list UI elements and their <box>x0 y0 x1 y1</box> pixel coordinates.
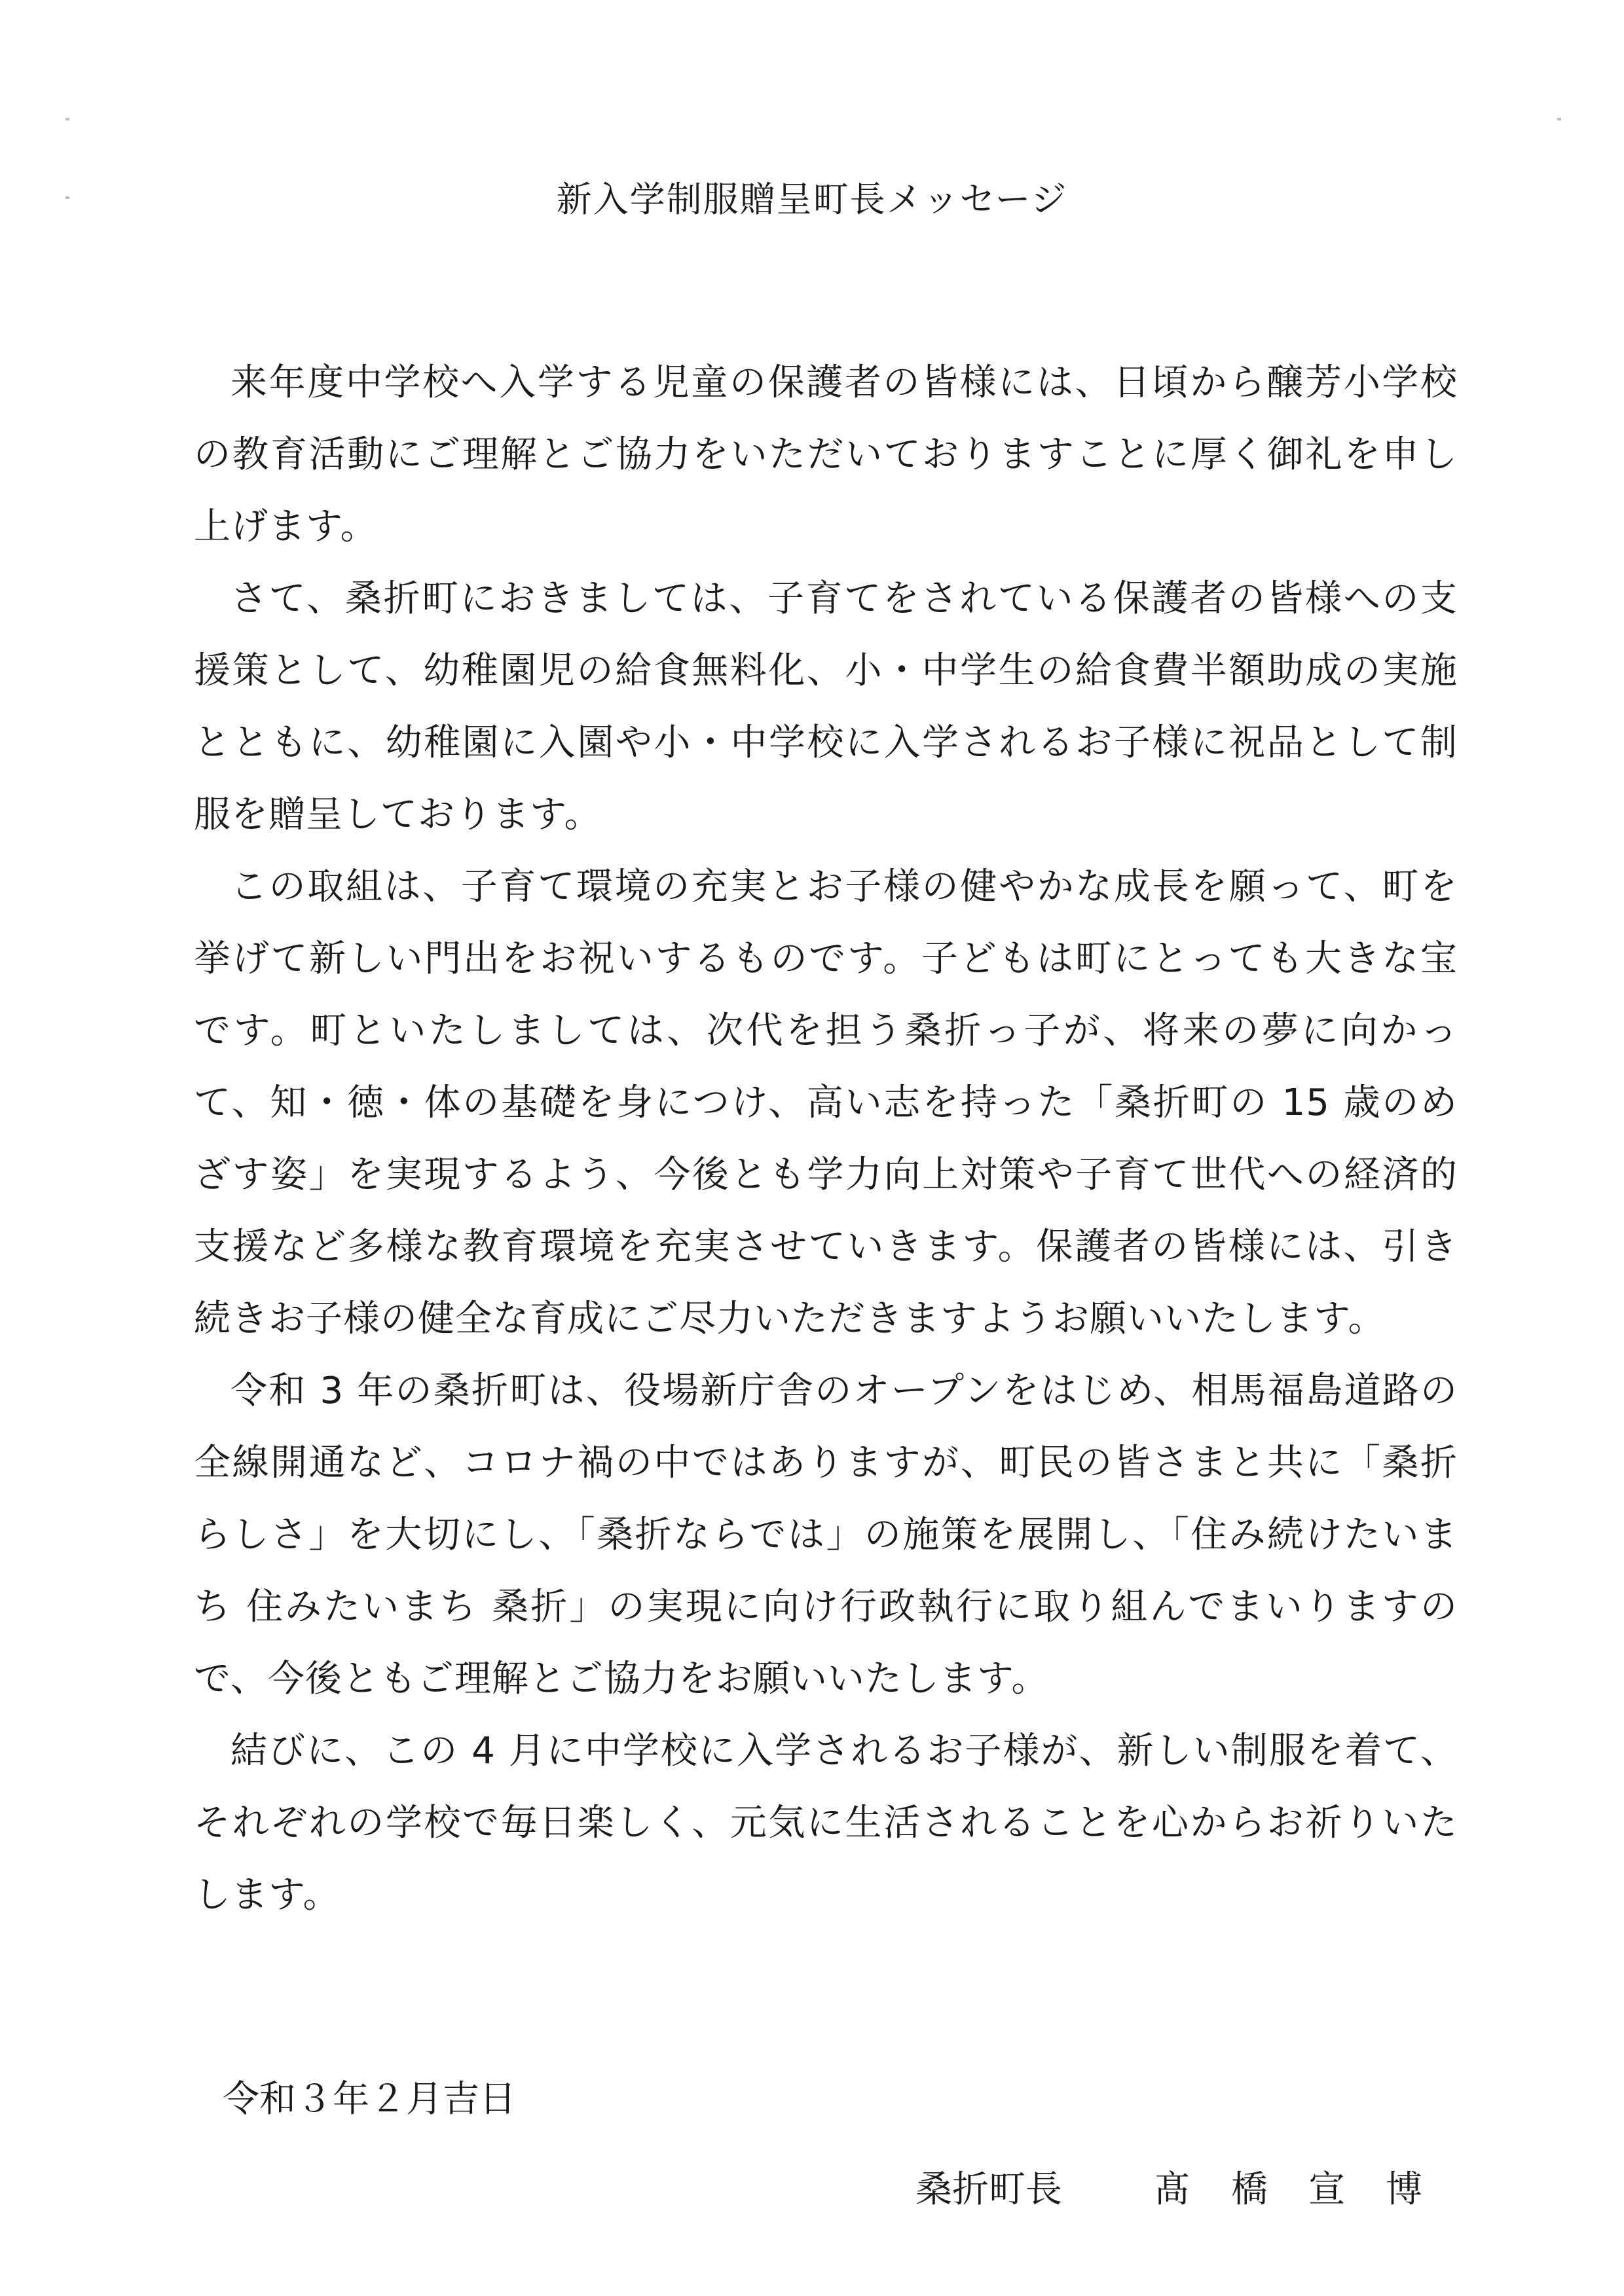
paragraph: 来年度中学校へ入学する児童の保護者の皆様には、日頃から醸芳小学校の教育活動にご理解とご協力をいただいておりますことに厚く御礼を申し上げます。 <box>194 361 1458 548</box>
scan-speck <box>1557 118 1561 120</box>
paragraph: 令和 3 年の桑折町は、役場新庁舎のオープンをはじめ、相馬福島道路の全線開通など、コロナ禍の中ではありますが、町民の皆さまと共に「桑折らしさ」を大切にし、「桑折ならでは」の施策を展開し、「住み続けたいまち 住みたいまち 桑折」の実現に向け行政執行に取り組んでまいりますので、今後ともご理解とご協力をお願いいたします。 <box>194 1370 1458 1700</box>
signature-name: 髙橋宣博 <box>1154 2168 1463 2211</box>
paragraph: この取組は、子育て環境の充実とお子様の健やかな成長を願って、町を挙げて新しい門出をお祝いするものです。子どもは町にとっても大きな宝です。町といたしましては、次代を担う桑折っ子が、将来の夢に向かって、知・徳・体の基礎を身につけ、高い志を持った「桑折町の 15 歳のめざす姿」を実現するよう、今後とも学力向上対策や子育て世代への経済的支援など多様な教育環境を充実させていきます。保護者の皆様には、引き続きお子様の健全な育成にご尽力いただきますようお願いいたします。 <box>194 866 1458 1340</box>
signature-title: 桑折町長 <box>915 2168 1062 2211</box>
paragraph: 結びに、この 4 月に中学校に入学されるお子様が、新しい制服を着て、それぞれの学校で毎日楽しく、元気に生活されることを心からお祈りいたします。 <box>194 1730 1458 1916</box>
document-title: 新入学制服贈呈町長メッセージ <box>556 179 1068 220</box>
scan-speck <box>65 118 69 120</box>
signature-block <box>915 2160 1463 2213</box>
paragraph: さて、桑折町におきましては、子育てをされている保護者の皆様への支援策として、幼稚園児の給食無料化、小・中学生の給食費半額助成の実施とともに、幼稚園に入園や小・中学校に入学されるお子様に祝品として制服を贈呈しております。 <box>194 577 1458 836</box>
message-body <box>194 347 1458 1931</box>
issue-date: 令和３年２月吉日 <box>223 2078 516 2121</box>
